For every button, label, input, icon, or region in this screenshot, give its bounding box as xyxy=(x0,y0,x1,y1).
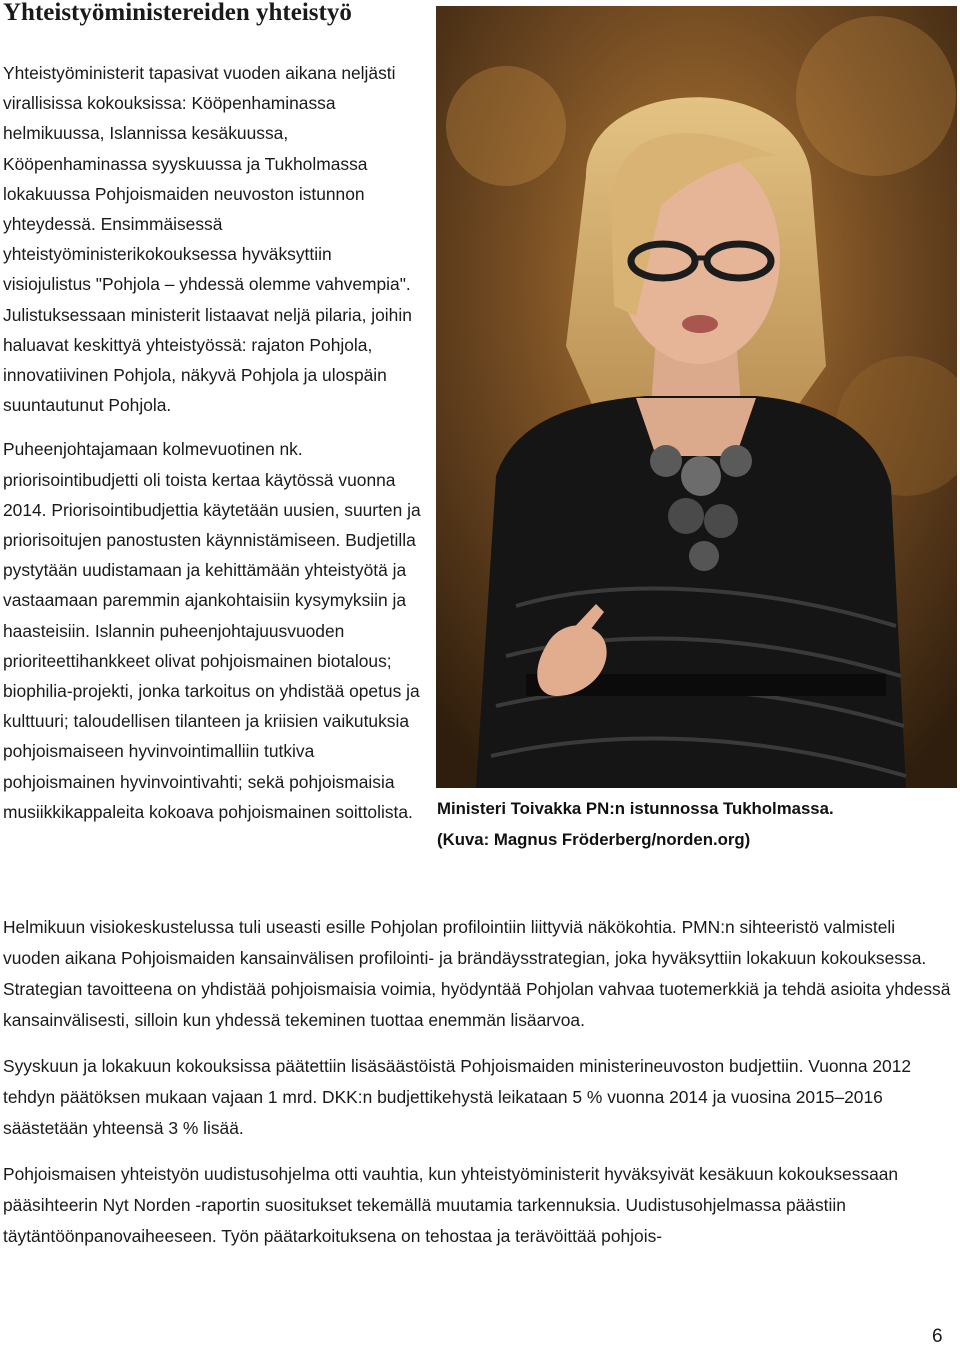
paragraph-budget-savings: Syyskuun ja lokakuun kokouksissa päätettiin lisäsäästöistä Pohjoismaiden ministerineuvoston budjettiin. Vuonna 2012 tehdyn päätöksen mukaan vajaan 1 mrd. DKK:n budjettikehystä leikataan 5 % vuonna 2014 ja vuosina 2015–2016 säästetään yhteensä 3 % lisää. xyxy=(3,1056,912,1138)
page-number: 6 xyxy=(932,1326,943,1347)
paragraph-meetings: Yhteistyöministerit tapasivat vuoden aikana neljästi virallisissa kokouksissa: Kööpenhaminassa helmikuussa, Islannissa kesäkuussa, Kööpenhaminassa syyskuussa ja Tukholmassa lokakuussa Pohjoismaiden neuvoston istunnon yhteydessä. Ensimmäisessä yhteistyöministerikokouksessa hyväksyttiin visiojulistus "Pohjola – yhdessä olemme vahvempia". Julistuksessaan ministerit listaavat neljä pilaria, joihin haluavat keskittyä yhteistyössä: rajaton Pohjola, innovatiivinen Pohjola, näkyvä Pohjola ja ulospäin suuntautunut Pohjola. xyxy=(3,63,412,416)
page-title: Yhteistyöministereiden yhteistyö xyxy=(3,0,352,26)
paragraph-reform-programme: Pohjoismaisen yhteistyön uudistusohjelma otti vauhtia, kun yhteistyöministerit hyväksyivät kesäkuun kokouksessaan pääsihteerin Nyt Norden -raportin suositukset tekemällä muutamia tarkennuksia. Uudistusohjelmassa päästiin täytäntöönpanovaiheeseen. Työn päätarkoituksena on tehostaa ja terävöittää pohjois- xyxy=(3,1164,899,1246)
left-column xyxy=(3,58,421,841)
paragraph-priority-budget: Puheenjohtajamaan kolmevuotinen nk. priorisointibudjetti oli toista kertaa käytössä vuonna 2014. Priorisointibudjettia käytetään uusien, suurten ja priorisoitujen panostusten käynnistämiseen. Budjetilla pystytään uudistamaan ja kehittämään yhteistyötä ja vastaamaan paremmin ajankohtaisiin kysymyksiin ja haasteisiin. Islannin puheenjohtajuusvuoden prioriteettihankkeet olivat pohjoismainen biotalous; biophilia-projekti, jonka tarkoitus on yhdistää opetus ja kulttuuri; taloudellisen tilanteen ja kriisien vaikutuksia pohjoismaiseen hyvinvointimalliin tutkiva pohjoismainen hyvinvointivahti; sekä pohjoismaisia musiikkikappaleita kokoava pohjoismainen soittolista. xyxy=(3,439,421,822)
minister-photo xyxy=(436,6,957,788)
photo-caption xyxy=(437,794,947,855)
full-width-text xyxy=(3,912,953,1267)
paragraph-profiling: Helmikuun visiokeskustelussa tuli useasti esille Pohjolan profilointiin liittyviä näkökohtia. PMN:n sihteeristö valmisteli vuoden aikana Pohjoismaiden kansainvälisen profilointi- ja brändäysstrategian, joka hyväksyttiin lokakuun kokouksessa. Strategian tavoitteena on yhdistää pohjoismaisia voimia, hyödyntää Pohjolan vahvaa tuotemerkkiä ja tehdä asioita yhdessä kansainvälisesti, silloin kun yhdessä tekeminen tuottaa enemmän lisäarvoa. xyxy=(3,917,951,1030)
caption-line-2: (Kuva: Magnus Fröderberg/norden.org) xyxy=(437,829,751,849)
caption-line-1: Ministeri Toivakka PN:n istunnossa Tukholmassa. xyxy=(437,799,834,818)
